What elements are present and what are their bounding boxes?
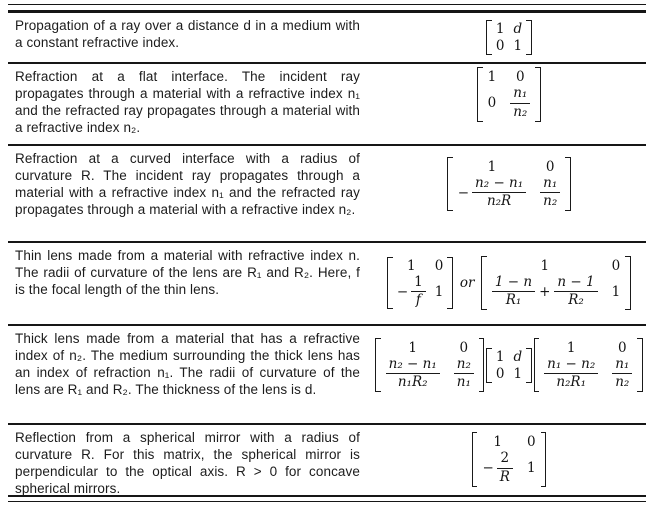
row-description: Thin lens made from a material with refractive index n. The radii of curvature of the lens are R₁ and R₂. Here, f is the focal length of the thin lens. [15,247,360,297]
fraction-numerator: n₁ [540,176,560,193]
fraction-numerator: n₁ [612,357,632,374]
or-label: or [459,275,475,291]
table-row [8,146,646,243]
row-description: Thick lens made from a material that has a refractive index of n₂. The medium surrounding the thick lens has an index of refraction n₁. The radii of curvature of the lens are R₁ and R₂. The thickness of the lens is d. [15,330,360,397]
fraction [411,275,426,308]
matrix-cell: 1 [487,69,497,86]
matrix-cells [492,348,526,383]
bottom-rule-thin [8,501,646,502]
row-formula [372,146,646,241]
fraction [497,451,513,484]
fraction [492,275,535,308]
fraction [554,275,597,308]
matrix-bracket-right [479,338,485,392]
fraction-denominator: n₁R₂ [397,374,428,390]
fraction-denominator: n₂ [615,374,630,390]
minus-sign: − [457,184,470,201]
matrix-bracket-right [541,432,547,486]
fraction-numerator: n₂ [454,357,474,374]
matrix-cell: 1 [406,257,416,274]
spherical-mirror-matrix [472,432,546,486]
table-row [8,243,646,326]
fraction-numerator: 2 [497,451,513,468]
matrix-cell [482,451,512,484]
matrix-cells [453,157,566,211]
fraction [386,357,440,390]
matrix-cell: 0 [526,434,536,451]
matrix-cell: 1 [611,283,621,300]
fraction-denominator: n₂R [486,193,512,209]
row-description: Reflection from a spherical mirror with a radius of curvature R. For this matrix, the spherical mirror is perpendicular to the optical axis. R > 0 for concave spherical mirrors. [15,429,360,496]
plus-sign: + [539,283,551,300]
matrix-cell: 1 [487,158,497,175]
matrix-cell: 0 [545,158,555,175]
matrix-cells [381,338,479,392]
matrix-cell: 1 [566,339,576,356]
matrix-cell: 1 [540,257,550,274]
fraction-numerator: n₁ [510,86,530,103]
matrix-cell [492,275,598,308]
matrix-cell: 1 [408,339,417,356]
fraction-denominator: R₁ [505,292,522,308]
table-row [8,64,646,146]
flat-interface-matrix [477,67,541,121]
thin-lens-matrix-f [387,257,453,309]
fraction-denominator: f [415,292,421,308]
thick-lens-propagation-matrix [486,348,531,383]
matrix-cells [477,432,540,486]
matrix-cell: d [513,20,523,37]
fraction-numerator: n − 1 [554,275,597,292]
curved-interface-matrix [447,157,571,211]
fraction [472,176,526,209]
matrix-bracket-right [565,157,571,211]
table-row [8,425,646,497]
matrix-bracket-right [447,257,453,309]
thin-lens-matrix-lensmaker [481,256,630,310]
fraction-denominator: n₂R₁ [556,374,587,390]
matrix-cell [458,176,526,209]
matrix-cell: 1 [434,283,444,300]
propagation-matrix [486,20,531,55]
row-formula [372,243,646,324]
row-formula [372,326,646,423]
matrix-cells [492,20,526,55]
matrix-bracket-right [526,348,532,383]
fraction-denominator: R₂ [568,292,584,308]
matrix-cell: 1 [526,460,536,476]
row-formula [372,13,646,62]
matrix-cells [393,257,448,309]
matrix-cell: 0 [434,257,444,274]
fraction [612,357,632,390]
fraction-numerator: 1 [411,275,426,292]
fraction [544,357,598,390]
matrix-bracket-right [526,20,532,55]
fraction-numerator: n₂ − n₁ [472,176,526,193]
matrix-cell: 0 [459,339,469,356]
fraction-numerator: n₁ − n₂ [544,357,598,374]
matrix-cell: 1 [493,434,502,451]
row-description: Refraction at a flat interface. The incident ray propagates through a material with a refractive index n₁ and the refracted ray propagates through a material with a refractive index n₂. [15,68,360,135]
thick-lens-surface1-matrix [534,338,643,392]
matrix-cells [483,67,536,121]
row-description: Propagation of a ray over a distance d in a medium with a constant refractive index. [15,17,360,50]
row-description: Refraction at a curved interface with a radius of curvature R. The incident ray propagates through a material with a refractive index n₁ and the refracted ray propagates through a material with a refractive index n₂. [15,150,360,217]
matrix-bracket-right [637,338,643,392]
matrix-cell: 1 [495,20,505,37]
fraction [540,176,560,209]
minus-sign: − [396,283,409,300]
fraction-denominator: n₂ [543,193,558,209]
matrix-cell: 0 [495,365,505,382]
matrix-cell: 0 [487,95,497,111]
fraction-denominator: n₂ [513,103,528,120]
matrix-cells [487,256,625,310]
matrix-cells [539,338,637,392]
fraction-denominator: n₁ [456,374,471,390]
table-row [8,326,646,425]
matrix-cell: 0 [515,69,525,86]
fraction-denominator: R [499,468,510,485]
matrix-cell [397,275,426,308]
row-formula [372,64,646,144]
row-formula [372,425,646,495]
table-row [8,13,646,64]
matrix-cell: 1 [495,348,505,365]
matrix-cell: 0 [611,257,621,274]
top-rule-thin [8,4,646,5]
thick-lens-surface2-matrix [375,338,484,392]
matrix-bracket-right [625,256,631,310]
matrix-cell: 1 [513,37,523,54]
fraction-numerator: 1 − n [492,275,535,292]
matrix-cell: 0 [495,37,505,54]
fraction-numerator: n₂ − n₁ [386,357,440,374]
minus-sign: − [482,460,494,476]
matrix-cell: 0 [617,339,627,356]
matrix-cell: 1 [513,365,523,382]
ray-transfer-matrix-table [8,4,646,502]
fraction [510,86,530,119]
matrix-cell: d [513,348,523,365]
fraction [454,357,474,390]
matrix-bracket-right [535,67,541,121]
